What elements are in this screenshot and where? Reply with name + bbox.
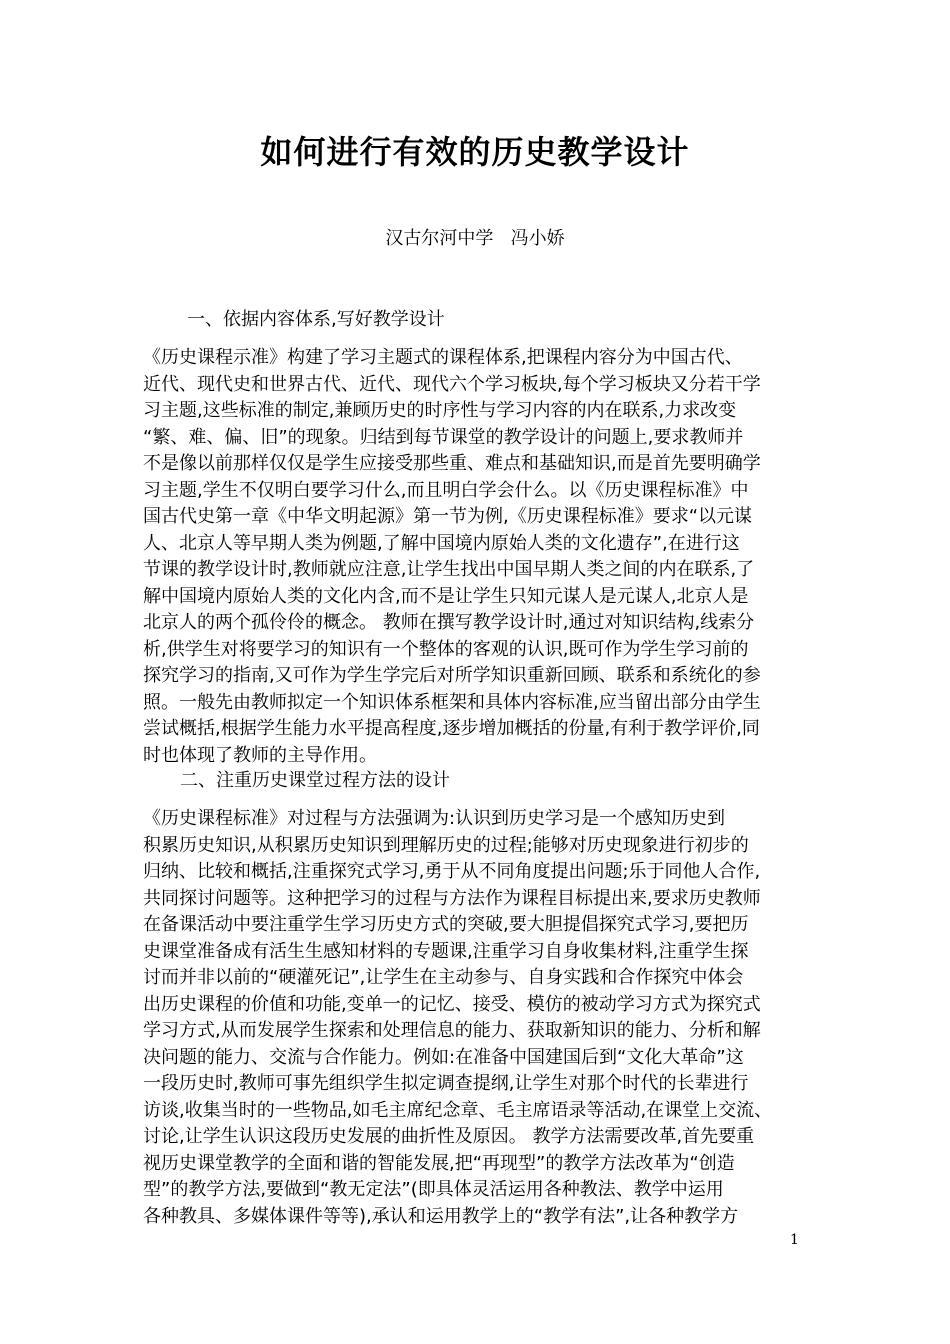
paragraph-line: 访谈,收集当时的一些物品,如毛主席纪念章、毛主席语录等活动,在课堂上交流、 [143, 1099, 773, 1121]
page-title: 如何进行有效的历史教学设计 [260, 133, 690, 171]
section-heading-1: 一、依据内容体系,写好教学设计 [187, 309, 445, 330]
paragraph-line: 时也体现了教师的主导作用。 [143, 744, 377, 766]
author-line: 汉古尔河中学 冯小娇 [385, 228, 565, 249]
paragraph-line: 《历史课程示准》构建了学习主题式的课程体系,把课程内容分为中国古代、 [143, 347, 743, 368]
paragraph-line: 近代、现代史和世界古代、近代、现代六个学习板块,每个学习板块又分若干学 [143, 373, 761, 395]
section-paragraph-2 [143, 806, 803, 1230]
paragraph-line: 视历史课堂教学的全面和谐的智能发展,把“再现型”的教学方法改革为“创造 [143, 1152, 735, 1174]
page-number: 1 [790, 1232, 799, 1248]
paragraph-line: 不是像以前那样仅仅是学生应接受那些重、难点和基础知识,而是首先要明确学 [143, 453, 761, 474]
section-heading-2: 二、注重历史课堂过程方法的设计 [180, 770, 450, 791]
paragraph-line: 照。一般先由教师拟定一个知识体系框架和具体内容标准,应当留出部分由学生 [143, 691, 761, 713]
paragraph-line: 积累历史知识,从积累历史知识到理解历史的过程;能够对历史现象进行初步的 [143, 834, 749, 856]
paragraph-line: 史课堂准备成有活生生感知材料的专题课,注重学习自身收集材料,注重学生探 [143, 940, 749, 962]
paragraph-line: 析,供学生对将要学习的知识有一个整体的客观的认识,既可作为学生学习前的 [143, 638, 749, 660]
paragraph-line: 共同探讨问题等。这种把学习的过程与方法作为课程目标提出来,要求历史教师 [143, 887, 761, 909]
paragraph-line: 各种教具、多媒体课件等等),承认和运用教学上的“教学有法”,让各种教学方 [143, 1205, 739, 1227]
paragraph-line: 型”的教学方法,要做到“教无定法”(即具体灵活运用各种教法、教学中运用 [143, 1179, 724, 1200]
paragraph-line: 尝试概括,根据学生能力水平提高程度,逐步增加概括的份量,有利于教学评价,同 [143, 718, 760, 739]
paragraph-line: 习主题,这些标准的制定,兼顾历史的时序性与学习内容的内在联系,力求改变 [143, 400, 737, 421]
paragraph-line: 出历史课程的价值和功能,变单一的记忆、接受、模仿的被动学习方式为探究式 [143, 993, 761, 1015]
paragraph-line: 习主题,学生不仅明白要学习什么,而且明白学会什么。以《历史课程标准》中 [143, 479, 749, 501]
paragraph-line: 《历史课程标准》对过程与方法强调为:认识到历史学习是一个感知历史到 [143, 808, 726, 829]
paragraph-line: 解中国境内原始人类的文化内含,而不是让学生只知元谋人是元谋人,北京人是 [143, 585, 749, 607]
paragraph-line: 在备课活动中要注重学生学习历史方式的突破,要大胆提倡探究式学习,要把历 [143, 914, 749, 935]
paragraph-line: 国古代史第一章《中华文明起源》第一节为例,《历史课程标准》要求“以元谋 [143, 506, 753, 527]
section-paragraph-1 [143, 345, 803, 769]
paragraph-line: 讨论,让学生认识这段历史发展的曲折性及原因。 教学方法需要改革,首先要重 [143, 1126, 755, 1147]
paragraph-line: 人、北京人等早期人类为例题,了解中国境内原始人类的文化遗存”,在进行这 [143, 532, 740, 554]
paragraph-line: 一段历史时,教师可事先组织学生拟定调查提纲,让学生对那个时代的长辈进行 [143, 1073, 749, 1094]
paragraph-line: 学习方式,从而发展学生探索和处理信息的能力、获取新知识的能力、分析和解 [143, 1020, 761, 1041]
paragraph-line: 北京人的两个孤伶伶的概念。 教师在撰写教学设计时,通过对知识结构,线索分 [143, 612, 755, 633]
paragraph-line: 讨而并非以前的“硬灌死记”,让学生在主动参与、自身实践和合作探究中体会 [143, 967, 744, 988]
paragraph-line: 探究学习的指南,又可作为学生学完后对所学知识重新回顾、联系和系统化的参 [143, 665, 761, 686]
paragraph-line: 节课的教学设计时,教师就应注意,让学生找出中国早期人类之间的内在联系,了 [143, 559, 755, 580]
paragraph-line: 决问题的能力、交流与合作能力。例如:在准备中国建国后到“文化大革命”这 [143, 1046, 744, 1068]
paragraph-line: “繁、难、偏、旧”的现象。归结到每节课堂的教学设计的问题上,要求教师并 [143, 426, 744, 448]
paragraph-line: 归纳、比较和概括,注重探究式学习,勇于从不同角度提出问题;乐于同他人合作, [143, 861, 761, 882]
